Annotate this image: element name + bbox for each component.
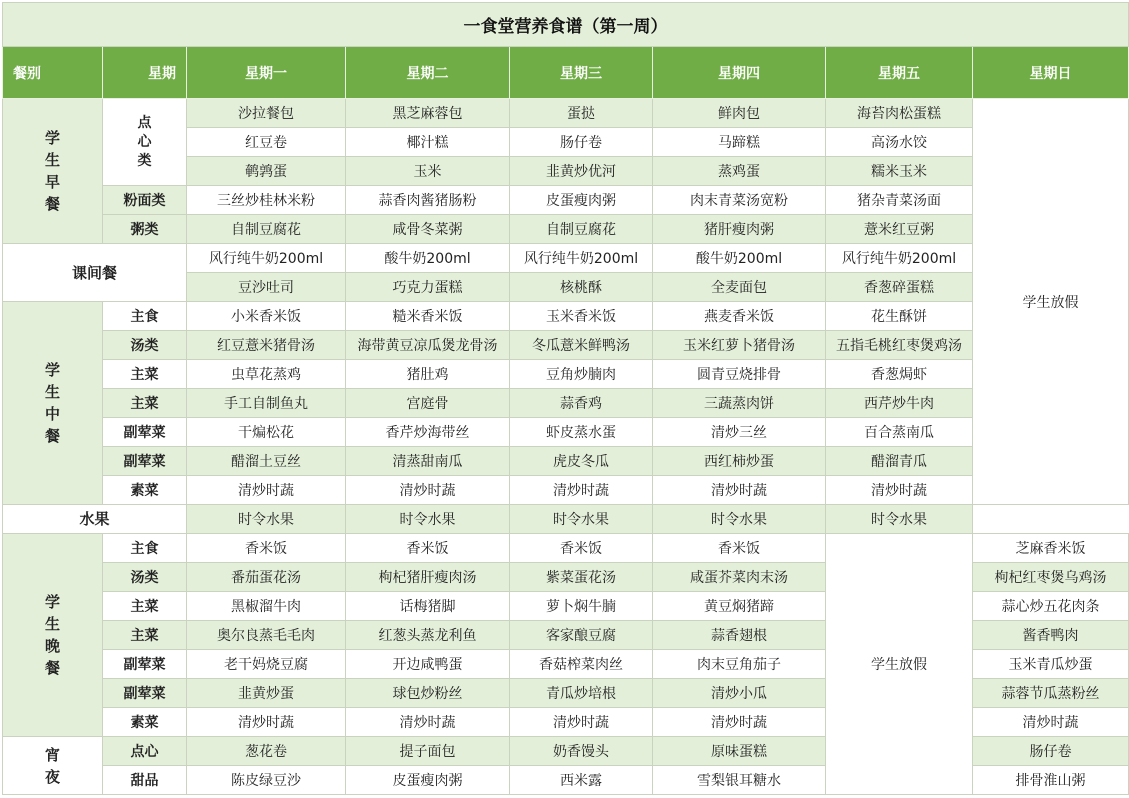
sub-dianxin: 点心类 bbox=[103, 99, 187, 186]
sub-fuhuncai: 副荤菜 bbox=[103, 650, 187, 679]
menu-cell: 清炒时蔬 bbox=[346, 476, 510, 505]
sub-dianxin-night: 点心 bbox=[103, 737, 187, 766]
menu-cell: 香米饭 bbox=[187, 534, 346, 563]
menu-cell: 玉米青瓜炒蛋 bbox=[973, 650, 1129, 679]
sub-zhucai: 主菜 bbox=[103, 389, 187, 418]
sub-fuhuncai: 副荤菜 bbox=[103, 418, 187, 447]
menu-cell: 猪肝瘦肉粥 bbox=[653, 215, 826, 244]
menu-cell: 海带黄豆凉瓜煲龙骨汤 bbox=[346, 331, 510, 360]
sub-fuhuncai: 副荤菜 bbox=[103, 679, 187, 708]
menu-cell: 客家酿豆腐 bbox=[510, 621, 653, 650]
menu-cell: 清炒时蔬 bbox=[653, 708, 826, 737]
menu-cell: 海苔肉松蛋糕 bbox=[826, 99, 973, 128]
menu-cell: 蒸鸡蛋 bbox=[653, 157, 826, 186]
menu-cell: 时令水果 bbox=[653, 505, 826, 534]
menu-cell: 宫庭骨 bbox=[346, 389, 510, 418]
menu-cell: 肉末青菜汤宽粉 bbox=[653, 186, 826, 215]
menu-cell: 西米露 bbox=[510, 766, 653, 795]
menu-cell: 风行纯牛奶200ml bbox=[510, 244, 653, 273]
menu-cell: 球包炒粉丝 bbox=[346, 679, 510, 708]
sub-zhucai: 主菜 bbox=[103, 621, 187, 650]
menu-cell: 蒜蓉节瓜蒸粉丝 bbox=[973, 679, 1129, 708]
table-row bbox=[3, 215, 1129, 244]
sub-zhou: 粥类 bbox=[103, 215, 187, 244]
menu-cell: 皮蛋瘦肉粥 bbox=[510, 186, 653, 215]
menu-cell: 皮蛋瘦肉粥 bbox=[346, 766, 510, 795]
sub-tang: 汤类 bbox=[103, 563, 187, 592]
menu-cell: 红豆薏米猪骨汤 bbox=[187, 331, 346, 360]
table-row bbox=[3, 534, 1129, 563]
menu-cell: 清炒时蔬 bbox=[510, 708, 653, 737]
menu-cell: 酸牛奶200ml bbox=[653, 244, 826, 273]
menu-cell: 韭黄炒蛋 bbox=[187, 679, 346, 708]
menu-cell: 话梅猪脚 bbox=[346, 592, 510, 621]
menu-cell: 清蒸甜南瓜 bbox=[346, 447, 510, 476]
menu-cell: 百合蒸南瓜 bbox=[826, 418, 973, 447]
sub-zhushi: 主食 bbox=[103, 302, 187, 331]
menu-cell: 全麦面包 bbox=[653, 273, 826, 302]
menu-cell: 时令水果 bbox=[346, 505, 510, 534]
header-meal: 餐别 bbox=[3, 47, 103, 99]
table-row bbox=[3, 447, 1129, 476]
group-breakfast: 学生早餐 bbox=[3, 99, 103, 244]
table-row bbox=[3, 99, 1129, 128]
menu-cell: 玉米 bbox=[346, 157, 510, 186]
menu-cell: 酸牛奶200ml bbox=[346, 244, 510, 273]
menu-cell: 五指毛桃红枣煲鸡汤 bbox=[826, 331, 973, 360]
table-row bbox=[3, 302, 1129, 331]
table-row bbox=[3, 244, 1129, 273]
group-night: 宵夜 bbox=[3, 737, 103, 795]
menu-cell: 清炒时蔬 bbox=[973, 708, 1129, 737]
menu-cell: 自制豆腐花 bbox=[187, 215, 346, 244]
menu-cell: 蒜香翅根 bbox=[653, 621, 826, 650]
sub-sucai: 素菜 bbox=[103, 476, 187, 505]
table-row bbox=[3, 418, 1129, 447]
menu-cell: 黑芝麻蓉包 bbox=[346, 99, 510, 128]
menu-cell: 红豆卷 bbox=[187, 128, 346, 157]
menu-cell: 紫菜蛋花汤 bbox=[510, 563, 653, 592]
menu-cell: 清炒时蔬 bbox=[826, 476, 973, 505]
sub-tianpin: 甜品 bbox=[103, 766, 187, 795]
menu-cell: 奶香馒头 bbox=[510, 737, 653, 766]
table-row bbox=[3, 360, 1129, 389]
menu-cell: 糙米香米饭 bbox=[346, 302, 510, 331]
menu-cell: 豆角炒腩肉 bbox=[510, 360, 653, 389]
menu-cell: 清炒时蔬 bbox=[346, 708, 510, 737]
menu-cell: 鲜肉包 bbox=[653, 99, 826, 128]
menu-cell: 冬瓜薏米鲜鸭汤 bbox=[510, 331, 653, 360]
menu-cell: 沙拉餐包 bbox=[187, 99, 346, 128]
sub-fuhuncai: 副荤菜 bbox=[103, 447, 187, 476]
menu-cell: 香米饭 bbox=[653, 534, 826, 563]
menu-cell: 猪肚鸡 bbox=[346, 360, 510, 389]
menu-cell: 原味蛋糕 bbox=[653, 737, 826, 766]
menu-cell: 蒜香鸡 bbox=[510, 389, 653, 418]
menu-cell: 葱花卷 bbox=[187, 737, 346, 766]
menu-cell: 萝卜焖牛腩 bbox=[510, 592, 653, 621]
page-title: 一食堂营养食谱（第一周） bbox=[3, 3, 1129, 47]
menu-cell: 西芹炒牛肉 bbox=[826, 389, 973, 418]
menu-cell: 芝麻香米饭 bbox=[973, 534, 1129, 563]
menu-cell: 黄豆焖猪蹄 bbox=[653, 592, 826, 621]
menu-cell: 番茄蛋花汤 bbox=[187, 563, 346, 592]
menu-cell: 虫草花蒸鸡 bbox=[187, 360, 346, 389]
menu-cell: 红葱头蒸龙利鱼 bbox=[346, 621, 510, 650]
menu-cell: 清炒时蔬 bbox=[187, 708, 346, 737]
menu-cell: 香葱焗虾 bbox=[826, 360, 973, 389]
menu-cell: 香葱碎蛋糕 bbox=[826, 273, 973, 302]
menu-cell: 玉米香米饭 bbox=[510, 302, 653, 331]
menu-cell: 椰汁糕 bbox=[346, 128, 510, 157]
friday-holiday-lower: 学生放假 bbox=[826, 534, 973, 795]
table-row bbox=[3, 331, 1129, 360]
menu-cell: 清炒时蔬 bbox=[653, 476, 826, 505]
menu-cell: 清炒时蔬 bbox=[187, 476, 346, 505]
menu-cell: 核桃酥 bbox=[510, 273, 653, 302]
header-day-fri: 星期五 bbox=[826, 47, 973, 99]
menu-cell: 酱香鸭肉 bbox=[973, 621, 1129, 650]
sub-zhucai: 主菜 bbox=[103, 592, 187, 621]
menu-cell: 提子面包 bbox=[346, 737, 510, 766]
group-snack: 课间餐 bbox=[3, 244, 187, 302]
menu-cell: 咸蛋芥菜肉末汤 bbox=[653, 563, 826, 592]
menu-cell: 自制豆腐花 bbox=[510, 215, 653, 244]
table-row bbox=[3, 186, 1129, 215]
menu-cell: 肉末豆角茄子 bbox=[653, 650, 826, 679]
menu-cell: 枸杞猪肝瘦肉汤 bbox=[346, 563, 510, 592]
menu-cell: 醋溜土豆丝 bbox=[187, 447, 346, 476]
group-lunch: 学生中餐 bbox=[3, 302, 103, 505]
menu-cell: 韭黄炒优河 bbox=[510, 157, 653, 186]
group-dinner: 学生晚餐 bbox=[3, 534, 103, 737]
menu-cell: 风行纯牛奶200ml bbox=[826, 244, 973, 273]
sub-zhucai: 主菜 bbox=[103, 360, 187, 389]
menu-cell: 老干妈烧豆腐 bbox=[187, 650, 346, 679]
menu-cell: 清炒三丝 bbox=[653, 418, 826, 447]
menu-cell: 香芹炒海带丝 bbox=[346, 418, 510, 447]
menu-cell: 豆沙吐司 bbox=[187, 273, 346, 302]
menu-cell: 巧克力蛋糕 bbox=[346, 273, 510, 302]
header-day-mon: 星期一 bbox=[187, 47, 346, 99]
sub-fenmian: 粉面类 bbox=[103, 186, 187, 215]
menu-cell: 玉米红萝卜猪骨汤 bbox=[653, 331, 826, 360]
sub-zhushi: 主食 bbox=[103, 534, 187, 563]
menu-cell: 马蹄糕 bbox=[653, 128, 826, 157]
menu-cell: 三丝炒桂林米粉 bbox=[187, 186, 346, 215]
menu-cell: 猪杂青菜汤面 bbox=[826, 186, 973, 215]
menu-cell: 圆青豆烧排骨 bbox=[653, 360, 826, 389]
menu-cell: 糯米玉米 bbox=[826, 157, 973, 186]
menu-cell: 枸杞红枣煲乌鸡汤 bbox=[973, 563, 1129, 592]
menu-cell: 醋溜青瓜 bbox=[826, 447, 973, 476]
menu-cell: 手工自制鱼丸 bbox=[187, 389, 346, 418]
menu-cell: 黑椒溜牛肉 bbox=[187, 592, 346, 621]
menu-cell: 薏米红豆粥 bbox=[826, 215, 973, 244]
menu-cell: 花生酥饼 bbox=[826, 302, 973, 331]
menu-cell: 燕麦香米饭 bbox=[653, 302, 826, 331]
menu-cell: 高汤水饺 bbox=[826, 128, 973, 157]
group-fruit: 水果 bbox=[3, 505, 187, 534]
header-day-sun: 星期日 bbox=[973, 47, 1129, 99]
menu-cell: 雪梨银耳糖水 bbox=[653, 766, 826, 795]
header-day-wed: 星期三 bbox=[510, 47, 653, 99]
menu-cell: 三蔬蒸肉饼 bbox=[653, 389, 826, 418]
menu-cell: 虾皮蒸水蛋 bbox=[510, 418, 653, 447]
menu-cell: 时令水果 bbox=[826, 505, 973, 534]
header-week: 星期 bbox=[103, 47, 187, 99]
menu-cell: 咸骨冬菜粥 bbox=[346, 215, 510, 244]
menu-cell: 蛋挞 bbox=[510, 99, 653, 128]
menu-table bbox=[2, 2, 1129, 795]
menu-cell: 肠仔卷 bbox=[973, 737, 1129, 766]
menu-cell: 香菇榨菜肉丝 bbox=[510, 650, 653, 679]
menu-cell: 时令水果 bbox=[510, 505, 653, 534]
menu-cell: 肠仔卷 bbox=[510, 128, 653, 157]
menu-cell: 干煸松花 bbox=[187, 418, 346, 447]
sub-tang: 汤类 bbox=[103, 331, 187, 360]
menu-cell: 开边咸鸭蛋 bbox=[346, 650, 510, 679]
menu-cell: 时令水果 bbox=[187, 505, 346, 534]
sub-sucai: 素菜 bbox=[103, 708, 187, 737]
table-row bbox=[3, 389, 1129, 418]
menu-cell: 奥尔良蒸毛毛肉 bbox=[187, 621, 346, 650]
menu-cell: 陈皮绿豆沙 bbox=[187, 766, 346, 795]
menu-cell: 青瓜炒培根 bbox=[510, 679, 653, 708]
menu-cell: 蒜香肉酱猪肠粉 bbox=[346, 186, 510, 215]
menu-cell: 小米香米饭 bbox=[187, 302, 346, 331]
menu-cell: 蒜心炒五花肉条 bbox=[973, 592, 1129, 621]
menu-cell: 虎皮冬瓜 bbox=[510, 447, 653, 476]
header-day-tue: 星期二 bbox=[346, 47, 510, 99]
menu-cell: 香米饭 bbox=[510, 534, 653, 563]
menu-cell: 清炒时蔬 bbox=[510, 476, 653, 505]
menu-cell: 风行纯牛奶200ml bbox=[187, 244, 346, 273]
header-day-thu: 星期四 bbox=[653, 47, 826, 99]
sunday-holiday-upper: 学生放假 bbox=[973, 99, 1129, 505]
menu-cell: 西红柿炒蛋 bbox=[653, 447, 826, 476]
menu-cell: 鹌鹑蛋 bbox=[187, 157, 346, 186]
table-row bbox=[3, 505, 1129, 534]
menu-cell: 清炒小瓜 bbox=[653, 679, 826, 708]
menu-cell: 排骨淮山粥 bbox=[973, 766, 1129, 795]
table-row bbox=[3, 476, 1129, 505]
menu-cell: 香米饭 bbox=[346, 534, 510, 563]
